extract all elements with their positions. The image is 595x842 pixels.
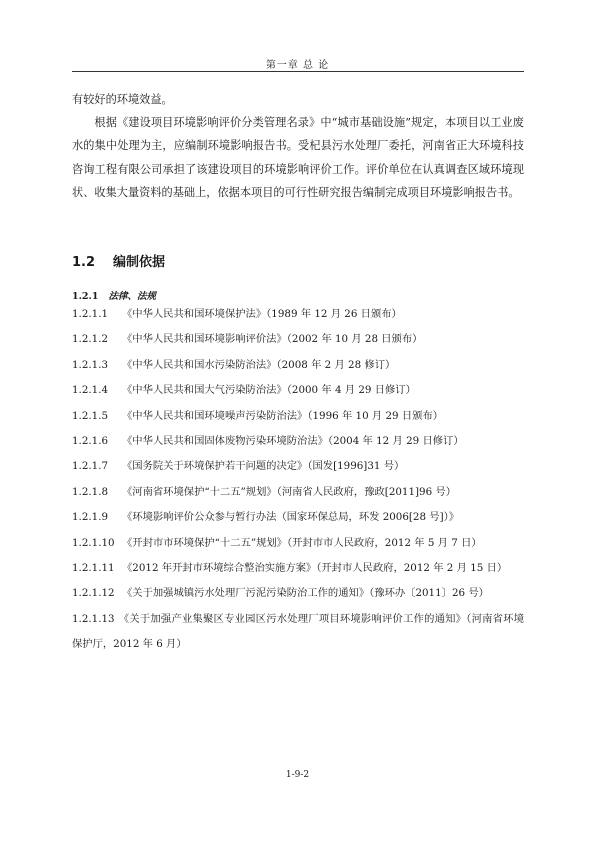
list-item [72, 480, 524, 505]
list-item-number: 1.2.1.1 [72, 308, 109, 320]
paragraph-continuation: 有较好的环境效益。 [72, 93, 173, 106]
list-item [72, 302, 524, 327]
list-item-number: 1.2.1.10 [72, 536, 115, 549]
list-item-text: 《关于加强城镇污水处理厂污泥污染防治工作的通知》（豫环办〔2011〕26 号） [122, 587, 489, 600]
list-item-text: 《关于加强产业集聚区专业园区污水处理厂项目环境影响评价工作的通知》（河南省环境保护厅，2012 年 6 月） [72, 612, 524, 651]
list-item-text: 《中华人民共和国环境保护法》（1989 年 12 月 26 日颁布） [122, 308, 402, 320]
list-item-text: 《国务院关于环境保护若干问题的决定》（国发[1996]31 号） [122, 460, 405, 473]
list-item-number: 1.2.1.2 [72, 333, 109, 346]
running-header: 第一章 总 论 [265, 60, 330, 71]
list-item [72, 353, 524, 378]
list-item-number: 1.2.1.8 [72, 485, 109, 498]
list-item-number: 1.2.1.4 [72, 384, 109, 397]
page-number: 1-9-2 [285, 770, 310, 780]
list-item-text: 《中华人民共和国水污染防治法》（2008 年 2 月 28 修订） [122, 358, 396, 371]
list-item-number: 1.2.1.6 [72, 435, 109, 448]
list-item [72, 607, 524, 658]
list-item-number: 1.2.1.9 [72, 511, 109, 524]
list-item-number: 1.2.1.7 [72, 460, 109, 473]
list-item-text: 《中华人民共和国环境影响评价法》（2002 年 10 月 28 日颁布） [122, 333, 423, 346]
list-item [72, 378, 524, 403]
section-heading [72, 251, 165, 270]
list-item-text: 《中华人民共和国环境噪声污染防治法》（1996 年 10 月 29 日颁布） [122, 409, 444, 422]
subsection-heading [72, 288, 156, 302]
section-title: 编制依据 [113, 255, 166, 270]
list-item-text: 《2012 年开封市环境综合整治实施方案》（开封市人民政府，2012 年 2 月 15 日） [122, 562, 508, 575]
subsection-number: 1.2.1 [72, 291, 99, 302]
header-rule [72, 71, 524, 72]
list-item [72, 454, 524, 479]
list-item-text: 《河南省环境保护“十二五”规划》（河南省人民政府，豫政[2011]96 号） [122, 485, 457, 498]
list-item-text: 《开封市市环境保护“十二五”规划》（开封市市人民政府，2012 年 5 月 7 日） [122, 536, 482, 549]
list-item-text: 《中华人民共和国固体废物污染环境防治法》（2004 年 12 月 29 日修订） [122, 435, 464, 448]
list-item-number: 1.2.1.12 [72, 587, 115, 600]
list-item [72, 556, 524, 581]
list-item [72, 429, 524, 454]
list-item-text: 《中华人民共和国大气污染防治法》（2000 年 4 月 29 日修订） [122, 384, 416, 397]
list-item [72, 531, 524, 556]
list-item-number: 1.2.1.3 [72, 358, 109, 371]
paragraph-main: 根据《建设项目环境影响评价分类管理名录》中“城市基础设施”规定，本项目以工业废水的集中处理为主，应编制环境影响报告书。受杞县污水处理厂委托，河南省正大环境科技咨询工程有限公司承担了该建设项目的环境影响评价工作。评价单位在认真调查区域环境现状、收集大量资料的基础上，依据本项目的可行性研究报告编制完成项目环境影响报告书。 [72, 116, 524, 199]
list-item-number: 1.2.1.13 [72, 612, 115, 625]
list-item-number: 1.2.1.11 [72, 562, 115, 575]
section-number: 1.2 [72, 255, 96, 270]
subsection-title: 法律、法规 [108, 291, 156, 302]
list-item [72, 505, 524, 530]
list-item [72, 327, 524, 352]
list-item [72, 404, 524, 429]
list-item [72, 581, 524, 606]
law-list [72, 302, 524, 658]
list-item-text: 《环境影响评价公众参与暂行办法（国家环保总局，环发 2006[28 号]）》 [122, 511, 460, 524]
list-item-number: 1.2.1.5 [72, 409, 109, 422]
